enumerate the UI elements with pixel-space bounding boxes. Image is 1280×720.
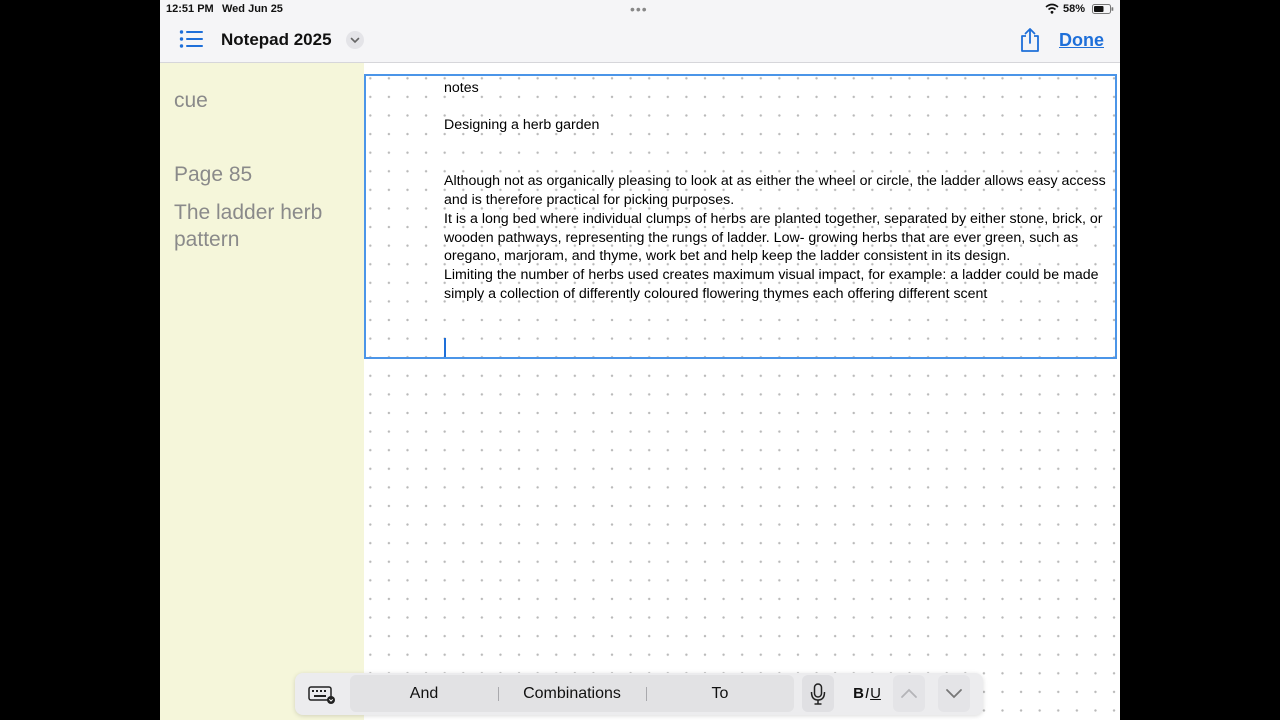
chevron-up-icon (893, 675, 925, 712)
notes-paragraph: It is a long bed where individual clumps of herbs are planted together, separated by either stone, brick, or wooden pathways, representing the rungs of ladder. Low- growing herbs that are ever green, such as oregano, marjoram, and thyme, work bet and help keep the ladder consistent in its design. (444, 210, 1103, 265)
text-cursor (444, 338, 446, 357)
notes-header: notes (444, 80, 479, 96)
predictive-suggestions (350, 675, 794, 712)
notes-content[interactable] (444, 79, 1106, 303)
status-date: Wed Jun 25 (222, 3, 283, 15)
navigation-bar (160, 18, 1120, 63)
notes-paragraph: Limiting the number of herbs used creates maximum visual impact, for example: a ladder could be made simply a collection of differently coloured flowering thymes each offering different scent (444, 267, 1099, 302)
document-title[interactable]: Notepad 2025 (221, 30, 332, 49)
list-icon[interactable] (179, 29, 203, 49)
cue-column[interactable] (160, 63, 364, 720)
notes-canvas[interactable] (364, 63, 1120, 720)
keyboard-icon (303, 678, 339, 710)
text-format-button[interactable] (847, 675, 887, 712)
italic-glyph: I (864, 685, 870, 702)
status-bar (160, 0, 1120, 18)
dictation-button[interactable] (802, 675, 834, 712)
cue-page-number: Page 85 (174, 163, 253, 186)
share-icon[interactable] (1019, 27, 1041, 53)
notes-text-box[interactable] (364, 74, 1117, 359)
title-menu-button[interactable] (346, 31, 364, 49)
chevron-down-icon (938, 675, 970, 712)
suggestion-3[interactable]: To (711, 685, 729, 702)
suggestion-2[interactable]: Combinations (523, 685, 621, 702)
underline-glyph: U (870, 685, 881, 702)
cue-heading: cue (174, 89, 208, 112)
microphone-icon (802, 675, 834, 712)
wifi-icon (1045, 3, 1059, 14)
notepad-app-screen (160, 0, 1120, 720)
cue-topic: The ladder herb pattern (174, 201, 323, 251)
multitasking-dots-icon[interactable]: ••• (630, 1, 648, 17)
next-field-button[interactable] (938, 675, 970, 712)
keyboard-shortcut-bar (295, 673, 983, 715)
status-time: 12:51 PM (166, 3, 214, 15)
done-button[interactable]: Done (1059, 30, 1104, 50)
previous-field-button[interactable] (893, 675, 925, 712)
battery-icon (1092, 4, 1114, 14)
bold-glyph: B (853, 685, 864, 702)
suggestion-1[interactable]: And (409, 685, 439, 702)
notes-paragraph: Although not as organically pleasing to look at as either the wheel or circle, the ladder allows easy access and is therefore practical for picking purposes. (444, 173, 1106, 209)
keyboard-toggle-button[interactable] (303, 678, 339, 710)
notes-title: Designing a herb garden (444, 117, 600, 134)
chevron-down-icon (346, 31, 364, 49)
battery-percentage: 58% (1063, 3, 1086, 15)
